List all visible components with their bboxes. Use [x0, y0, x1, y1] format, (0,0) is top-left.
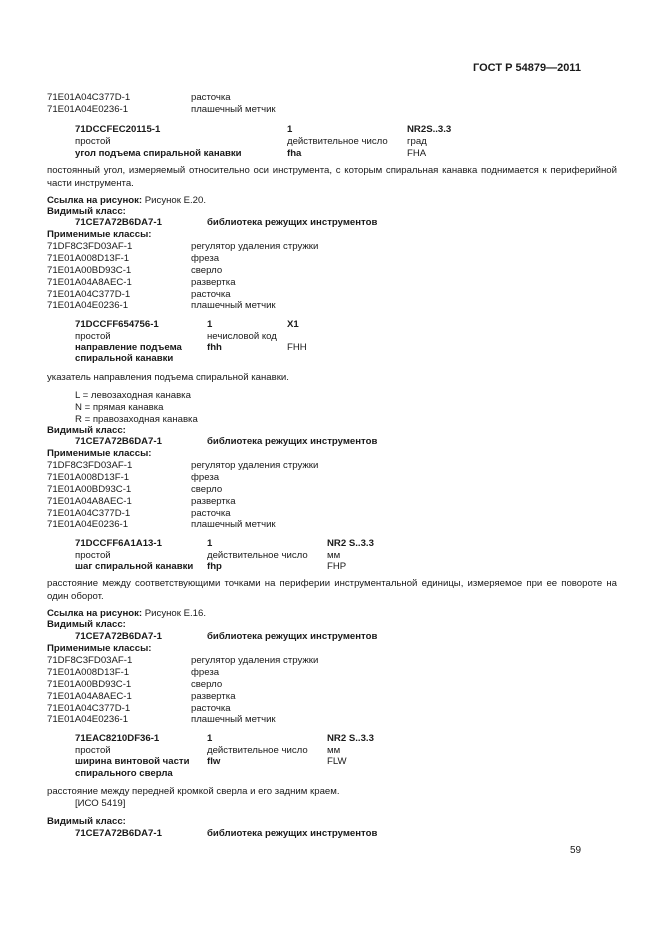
class-code: 71E01A00BD93C-1 [47, 484, 132, 495]
class-name: плашечный метчик [191, 104, 276, 115]
property-definition: указатель направления подъема спиральной канавки. [47, 372, 289, 383]
class-code: 71DF8C3FD03AF-1 [47, 655, 133, 666]
class-name: плашечный метчик [191, 300, 276, 311]
page-number: 59 [570, 845, 582, 856]
figure-reference-label: Ссылка на рисунок: [47, 608, 143, 619]
property-symbol: flw [207, 756, 221, 767]
class-code: 71E01A00BD93C-1 [47, 679, 132, 690]
definition-item: L = левозаходная канавка [75, 390, 191, 401]
class-name: регулятор удаления стружки [191, 460, 319, 471]
visible-class-name: библиотека режущих инструментов [207, 436, 378, 447]
property-name: угол подъема спиральной канавки [75, 148, 242, 159]
visible-class-name: библиотека режущих инструментов [207, 217, 378, 228]
property-name: направление подъема [75, 342, 182, 353]
property-type: простой [75, 331, 111, 342]
property-code: 71DCCFF654756-1 [75, 319, 159, 330]
class-code: 71E01A008D13F-1 [47, 472, 130, 483]
visible-class-label: Видимый класс: [47, 425, 126, 436]
class-code: 71E01A00BD93C-1 [47, 265, 132, 276]
class-name: развертка [191, 691, 236, 702]
property-datatype: действительное число [207, 745, 308, 756]
property-format: NR2 S..3.3 [327, 538, 374, 549]
class-code: 71E01A008D13F-1 [47, 667, 130, 678]
class-code: 71E01A04E0236-1 [47, 714, 129, 725]
property-definition: расстояние между передней кромкой сверла и его задним краем. [47, 786, 340, 797]
class-code: 71E01A008D13F-1 [47, 253, 130, 264]
property-format: NR2 S..3.3 [327, 733, 374, 744]
figure-reference-value: Рисунок Е.16. [142, 608, 207, 619]
class-name: фреза [191, 472, 220, 483]
property-format: X1 [287, 319, 299, 330]
applicable-classes-label: Применимые классы: [47, 448, 152, 459]
class-name: расточка [191, 703, 231, 714]
property-unit: мм [327, 745, 341, 756]
class-code: 71DF8C3FD03AF-1 [47, 241, 133, 252]
definition-source: [ИСО 5419] [75, 798, 126, 809]
definition-item: R = правозаходная канавка [75, 414, 198, 425]
property-version: 1 [287, 124, 293, 135]
property-type: простой [75, 550, 111, 561]
property-version: 1 [207, 733, 213, 744]
property-definition: постоянный угол, измеряемый относительно оси инструмента, с которым спиральная канавка поднимается к периферийной части инструмента. [47, 165, 617, 189]
property-short-name: FHP [327, 561, 347, 572]
property-symbol: fhp [207, 561, 222, 572]
class-name: развертка [191, 277, 236, 288]
class-code: 71E01A04A8AEC-1 [47, 496, 132, 507]
property-short-name: FHH [287, 342, 307, 353]
class-name: расточка [191, 289, 231, 300]
property-name: ширина винтовой части [75, 756, 190, 767]
class-code: 71E01A04E0236-1 [47, 519, 129, 530]
class-code: 71E01A04C377D-1 [47, 508, 131, 519]
visible-class-name: библиотека режущих инструментов [207, 828, 378, 839]
class-name: регулятор удаления стружки [191, 241, 319, 252]
applicable-classes-label: Применимые классы: [47, 229, 152, 240]
property-name-continued: спирального сверла [75, 768, 173, 779]
property-code: 71DCCFEC20115-1 [75, 124, 161, 135]
visible-class-code: 71CE7A72B6DA7-1 [75, 631, 162, 642]
class-name: расточка [191, 92, 231, 103]
class-name: регулятор удаления стружки [191, 655, 319, 666]
class-code: 71E01A04C377D-1 [47, 92, 131, 103]
class-code: 71E01A04E0236-1 [47, 104, 129, 115]
definition-item: N = прямая канавка [75, 402, 164, 413]
figure-reference-label: Ссылка на рисунок: [47, 195, 143, 206]
property-symbol: fhh [207, 342, 222, 353]
class-name: сверло [191, 265, 223, 276]
visible-class-name: библиотека режущих инструментов [207, 631, 378, 642]
property-version: 1 [207, 538, 213, 549]
applicable-classes-label: Применимые классы: [47, 643, 152, 654]
class-name: фреза [191, 667, 220, 678]
property-name: шаг спиральной канавки [75, 561, 194, 572]
class-code: 71E01A04A8AEC-1 [47, 691, 132, 702]
class-code: 71E01A04A8AEC-1 [47, 277, 132, 288]
visible-class-label: Видимый класс: [47, 619, 126, 630]
class-name: сверло [191, 484, 223, 495]
property-type: простой [75, 136, 111, 147]
property-datatype: действительное число [287, 136, 388, 147]
property-unit: мм [327, 550, 341, 561]
property-name-continued: спиральной канавки [75, 353, 174, 364]
property-symbol: fha [287, 148, 302, 159]
visible-class-code: 71CE7A72B6DA7-1 [75, 436, 162, 447]
property-definition: расстояние между соответствующими точками на периферии инструментальной единицы, измеряемое при ее повороте на один оборот. [47, 578, 617, 602]
property-type: простой [75, 745, 111, 756]
class-name: плашечный метчик [191, 714, 276, 725]
property-unit: град [407, 136, 427, 147]
property-datatype: действительное число [207, 550, 308, 561]
property-datatype: нечисловой код [207, 331, 277, 342]
property-version: 1 [207, 319, 213, 330]
property-code: 71DCCFF6A1A13-1 [75, 538, 162, 549]
property-code: 71EAC8210DF36-1 [75, 733, 160, 744]
class-code: 71DF8C3FD03AF-1 [47, 460, 133, 471]
class-code: 71E01A04E0236-1 [47, 300, 129, 311]
class-code: 71E01A04C377D-1 [47, 703, 131, 714]
property-short-name: FHA [407, 148, 427, 159]
visible-class-label: Видимый класс: [47, 816, 126, 827]
class-name: плашечный метчик [191, 519, 276, 530]
visible-class-label: Видимый класс: [47, 206, 126, 217]
class-name: сверло [191, 679, 223, 690]
class-code: 71E01A04C377D-1 [47, 289, 131, 300]
visible-class-code: 71CE7A72B6DA7-1 [75, 217, 162, 228]
class-name: фреза [191, 253, 220, 264]
property-short-name: FLW [327, 756, 347, 767]
class-name: расточка [191, 508, 231, 519]
figure-reference-value: Рисунок Е.20. [142, 195, 207, 206]
visible-class-code: 71CE7A72B6DA7-1 [75, 828, 162, 839]
class-name: развертка [191, 496, 236, 507]
property-format: NR2S..3.3 [407, 124, 452, 135]
document-header: ГОСТ Р 54879—2011 [473, 62, 581, 74]
